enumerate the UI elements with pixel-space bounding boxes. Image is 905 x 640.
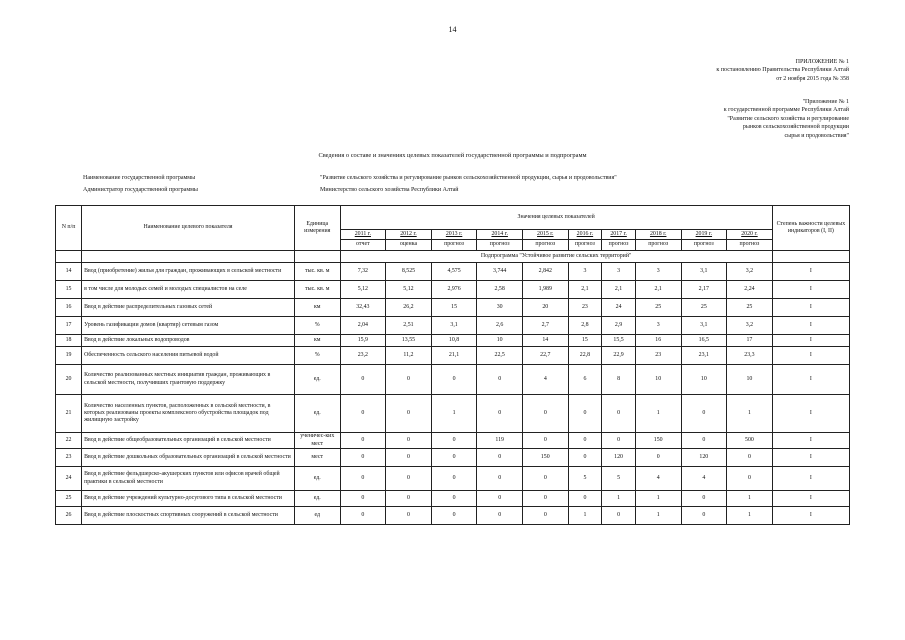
indicator-value: 3 bbox=[635, 317, 681, 335]
table-row bbox=[56, 281, 850, 299]
indicator-value: 500 bbox=[727, 433, 773, 449]
indicator-value: 5,12 bbox=[386, 281, 432, 299]
indicator-importance: I bbox=[772, 347, 849, 365]
indicator-value: 0 bbox=[477, 491, 523, 507]
indicator-unit: мест bbox=[294, 449, 340, 467]
indicator-value: 10,8 bbox=[431, 335, 477, 347]
indicator-value: 5,12 bbox=[340, 281, 386, 299]
indicator-value: 2,17 bbox=[681, 281, 727, 299]
indicator-value: 0 bbox=[386, 491, 432, 507]
indicator-value: 2,6 bbox=[477, 317, 523, 335]
indicator-value: 2,58 bbox=[477, 281, 523, 299]
program-appendix-line: к государственной программе Республики Алтай bbox=[723, 107, 849, 114]
indicator-value: 0 bbox=[431, 467, 477, 491]
indicator-value: 3,744 bbox=[477, 263, 523, 281]
indicator-value: 0 bbox=[522, 395, 568, 433]
indicator-importance: I bbox=[772, 449, 849, 467]
value-kind-header: прогноз bbox=[568, 240, 602, 251]
value-kind-header: прогноз bbox=[635, 240, 681, 251]
indicator-value: 0 bbox=[477, 395, 523, 433]
indicator-value: 0 bbox=[727, 467, 773, 491]
indicator-value: 0 bbox=[431, 365, 477, 395]
appendix-decree: к постановлению Правительства Республики Алтай bbox=[716, 67, 849, 74]
indicator-value: 0 bbox=[602, 395, 636, 433]
indicator-value: 2,976 bbox=[431, 281, 477, 299]
indicator-name: Ввод в действие учреждений культурно-досугового типа в сельской местности bbox=[82, 491, 295, 507]
year-header: 2013 г. bbox=[431, 230, 477, 240]
indicator-name: Количество населенных пунктов, расположенных в сельской местности, в которых реализованы проекты комплексного обустройства площадок под жилищную застройку bbox=[82, 395, 295, 433]
year-header: 2018 г. bbox=[635, 230, 681, 240]
col-header-unit: Единица измерения bbox=[294, 206, 340, 251]
indicator-value: 23,2 bbox=[340, 347, 386, 365]
indicator-value: 120 bbox=[681, 449, 727, 467]
indicator-value: 0 bbox=[681, 507, 727, 525]
subprogram-title: Подпрограмма "Устойчивое развитие сельских территорий" bbox=[340, 251, 772, 263]
indicator-value: 0 bbox=[522, 433, 568, 449]
indicator-value: 2,1 bbox=[635, 281, 681, 299]
indicator-value: 1 bbox=[727, 507, 773, 525]
indicator-value: 10 bbox=[635, 365, 681, 395]
indicator-value: 0 bbox=[568, 449, 602, 467]
program-appendix-stamp bbox=[724, 98, 849, 140]
indicator-importance: I bbox=[772, 299, 849, 317]
indicator-value: 14 bbox=[522, 335, 568, 347]
table-row bbox=[56, 449, 850, 467]
value-kind-header: оценка bbox=[386, 240, 432, 251]
indicator-unit: ученичес-ких мест bbox=[294, 433, 340, 449]
year-header: 2019 г. bbox=[681, 230, 727, 240]
indicator-importance: I bbox=[772, 317, 849, 335]
admin-value: Министерство сельского хозяйства Республики Алтай bbox=[320, 187, 459, 193]
indicator-value: 0 bbox=[431, 433, 477, 449]
table-row bbox=[56, 491, 850, 507]
indicator-value: 0 bbox=[431, 449, 477, 467]
document-heading: Сведения о составе и значениях целевых показателей государственной программы и подпрограмм bbox=[318, 152, 587, 159]
subprogram-spacer bbox=[56, 251, 82, 263]
row-number: 15 bbox=[56, 281, 82, 299]
indicator-importance: I bbox=[772, 365, 849, 395]
indicator-unit: ед. bbox=[294, 467, 340, 491]
table-row bbox=[56, 433, 850, 449]
year-header: 2014 г. bbox=[477, 230, 523, 240]
subprogram-spacer bbox=[772, 251, 849, 263]
indicator-value: 15 bbox=[568, 335, 602, 347]
indicator-value: 1 bbox=[635, 395, 681, 433]
row-number: 23 bbox=[56, 449, 82, 467]
indicator-value: 2,8 bbox=[568, 317, 602, 335]
indicator-value: 0 bbox=[431, 507, 477, 525]
year-header: 2015 г. bbox=[522, 230, 568, 240]
indicator-unit: ед bbox=[294, 507, 340, 525]
indicator-value: 0 bbox=[386, 467, 432, 491]
indicator-unit: км bbox=[294, 335, 340, 347]
indicator-name: Ввод в действие локальных водопроводов bbox=[82, 335, 295, 347]
indicator-value: 4 bbox=[522, 365, 568, 395]
indicator-value: 150 bbox=[522, 449, 568, 467]
indicator-value: 32,43 bbox=[340, 299, 386, 317]
indicator-value: 0 bbox=[477, 449, 523, 467]
indicator-importance: I bbox=[772, 491, 849, 507]
indicator-name: Ввод в действие фельдшерско-акушерских пунктов или офисов врачей общей практики в сельской местности bbox=[82, 467, 295, 491]
indicator-value: 0 bbox=[681, 491, 727, 507]
program-appendix-line: "Развитие сельского хозяйства и регулирование bbox=[727, 115, 849, 122]
col-header-number: N п/п bbox=[56, 206, 82, 251]
year-header: 2020 г. bbox=[727, 230, 773, 240]
indicator-value: 0 bbox=[635, 449, 681, 467]
indicator-value: 0 bbox=[340, 395, 386, 433]
indicator-value: 0 bbox=[386, 433, 432, 449]
value-kind-header: прогноз bbox=[727, 240, 773, 251]
row-number: 16 bbox=[56, 299, 82, 317]
indicator-name: Количество реализованных местных инициатив граждан, проживающих в сельской местности, получивших грантовую поддержку bbox=[82, 365, 295, 395]
indicator-value: 22,7 bbox=[522, 347, 568, 365]
indicator-name: Ввод в действие общеобразовательных организаций в сельской местности bbox=[82, 433, 295, 449]
indicators-table bbox=[55, 205, 850, 525]
indicator-value: 16 bbox=[635, 335, 681, 347]
indicator-value: 25 bbox=[635, 299, 681, 317]
indicator-value: 0 bbox=[386, 395, 432, 433]
indicator-value: 10 bbox=[681, 365, 727, 395]
indicator-value: 0 bbox=[522, 467, 568, 491]
indicator-value: 11,2 bbox=[386, 347, 432, 365]
indicator-unit: ед. bbox=[294, 365, 340, 395]
indicator-value: 3 bbox=[568, 263, 602, 281]
indicator-value: 2,1 bbox=[568, 281, 602, 299]
appendix-title: ПРИЛОЖЕНИЕ № 1 bbox=[795, 59, 849, 65]
indicator-importance: I bbox=[772, 335, 849, 347]
indicator-name: Ввод в действие плоскостных спортивных сооружений в сельской местности bbox=[82, 507, 295, 525]
program-appendix-title: "Приложение № 1 bbox=[802, 99, 849, 105]
table-row bbox=[56, 467, 850, 491]
indicator-value: 0 bbox=[681, 395, 727, 433]
indicator-value: 3,1 bbox=[681, 317, 727, 335]
indicator-value: 1 bbox=[727, 491, 773, 507]
indicator-value: 0 bbox=[340, 507, 386, 525]
row-number: 25 bbox=[56, 491, 82, 507]
indicator-value: 0 bbox=[386, 449, 432, 467]
indicator-value: 13,55 bbox=[386, 335, 432, 347]
indicator-unit: % bbox=[294, 347, 340, 365]
subprogram-spacer bbox=[294, 251, 340, 263]
indicator-value: 1 bbox=[568, 507, 602, 525]
indicator-unit: ед. bbox=[294, 491, 340, 507]
col-header-name: Наименование целевого показателя bbox=[82, 206, 295, 251]
row-number: 14 bbox=[56, 263, 82, 281]
indicator-value: 30 bbox=[477, 299, 523, 317]
table-row bbox=[56, 365, 850, 395]
indicator-value: 15,5 bbox=[602, 335, 636, 347]
row-number: 22 bbox=[56, 433, 82, 449]
indicator-importance: I bbox=[772, 467, 849, 491]
indicator-value: 0 bbox=[477, 467, 523, 491]
indicator-value: 5 bbox=[602, 467, 636, 491]
row-number: 24 bbox=[56, 467, 82, 491]
indicator-value: 0 bbox=[727, 449, 773, 467]
indicator-value: 20 bbox=[522, 299, 568, 317]
indicator-value: 2,04 bbox=[340, 317, 386, 335]
indicator-value: 1 bbox=[431, 395, 477, 433]
indicator-value: 22,5 bbox=[477, 347, 523, 365]
row-number: 21 bbox=[56, 395, 82, 433]
indicator-value: 3,1 bbox=[431, 317, 477, 335]
indicator-value: 3,2 bbox=[727, 317, 773, 335]
indicator-value: 17 bbox=[727, 335, 773, 347]
indicator-value: 3,2 bbox=[727, 263, 773, 281]
table-row bbox=[56, 507, 850, 525]
indicator-value: 22,8 bbox=[568, 347, 602, 365]
indicator-importance: I bbox=[772, 433, 849, 449]
program-appendix-line: сырья и продовольствия" bbox=[784, 132, 849, 139]
table-row bbox=[56, 263, 850, 281]
indicator-value: 2,7 bbox=[522, 317, 568, 335]
value-kind-header: прогноз bbox=[477, 240, 523, 251]
indicator-value: 25 bbox=[681, 299, 727, 317]
year-header: 2012 г. bbox=[386, 230, 432, 240]
row-number: 26 bbox=[56, 507, 82, 525]
indicator-name: Уровень газификации домов (квартир) сетевым газом bbox=[82, 317, 295, 335]
indicator-importance: I bbox=[772, 281, 849, 299]
indicator-value: 1 bbox=[635, 491, 681, 507]
indicator-value: 2,9 bbox=[602, 317, 636, 335]
value-kind-header: отчет bbox=[340, 240, 386, 251]
indicator-value: 24 bbox=[602, 299, 636, 317]
page-number: 14 bbox=[448, 25, 457, 34]
indicator-value: 7,32 bbox=[340, 263, 386, 281]
subprogram-spacer bbox=[82, 251, 295, 263]
indicator-value: 23,1 bbox=[681, 347, 727, 365]
indicator-value: 0 bbox=[386, 507, 432, 525]
admin-label: Администратор государственной программы bbox=[83, 187, 198, 193]
indicator-value: 0 bbox=[340, 449, 386, 467]
indicator-value: 0 bbox=[602, 433, 636, 449]
indicator-name: в том числе для молодых семей и молодых специалистов на селе bbox=[82, 281, 295, 299]
indicator-value: 22,9 bbox=[602, 347, 636, 365]
indicator-value: 10 bbox=[727, 365, 773, 395]
indicator-value: 0 bbox=[431, 491, 477, 507]
indicator-value: 3 bbox=[602, 263, 636, 281]
program-appendix-line: рынков сельскохозяйственной продукции bbox=[742, 124, 849, 131]
indicator-value: 0 bbox=[522, 507, 568, 525]
indicator-value: 1 bbox=[727, 395, 773, 433]
indicator-value: 16,5 bbox=[681, 335, 727, 347]
program-value: "Развитие сельского хозяйства и регулирование рынков сельскохозяйственной продукции, сырья и продовольствия" bbox=[320, 175, 617, 181]
indicator-value: 0 bbox=[477, 507, 523, 525]
table-row bbox=[56, 317, 850, 335]
indicator-value: 0 bbox=[340, 433, 386, 449]
indicator-value: 0 bbox=[386, 365, 432, 395]
indicator-value: 4 bbox=[635, 467, 681, 491]
indicator-name: Ввод в действие распределительных газовых сетей bbox=[82, 299, 295, 317]
program-label: Наименование государственной программы bbox=[83, 175, 196, 181]
indicator-value: 3 bbox=[635, 263, 681, 281]
indicator-value: 0 bbox=[522, 491, 568, 507]
table-row bbox=[56, 335, 850, 347]
year-header: 2011 г. bbox=[340, 230, 386, 240]
indicator-value: 6 bbox=[568, 365, 602, 395]
indicator-value: 0 bbox=[340, 365, 386, 395]
table-row bbox=[56, 299, 850, 317]
indicator-value: 23 bbox=[635, 347, 681, 365]
indicator-value: 8,525 bbox=[386, 263, 432, 281]
indicator-importance: I bbox=[772, 507, 849, 525]
indicator-name: Обеспеченность сельского населения питьевой водой bbox=[82, 347, 295, 365]
col-header-importance: Степень важности целевых индикаторов (I, II) bbox=[772, 206, 849, 251]
indicator-unit: км bbox=[294, 299, 340, 317]
indicator-unit: тыс. кв. м bbox=[294, 281, 340, 299]
year-header: 2016 г. bbox=[568, 230, 602, 240]
value-kind-header: прогноз bbox=[602, 240, 636, 251]
indicator-value: 5 bbox=[568, 467, 602, 491]
indicator-value: 23,3 bbox=[727, 347, 773, 365]
indicator-value: 2,1 bbox=[602, 281, 636, 299]
indicator-value: 2,842 bbox=[522, 263, 568, 281]
value-kind-header: прогноз bbox=[522, 240, 568, 251]
indicator-importance: I bbox=[772, 395, 849, 433]
year-header: 2017 г. bbox=[602, 230, 636, 240]
indicator-importance: I bbox=[772, 263, 849, 281]
value-kind-header: прогноз bbox=[431, 240, 477, 251]
value-kind-header: прогноз bbox=[681, 240, 727, 251]
table-row bbox=[56, 347, 850, 365]
row-number: 20 bbox=[56, 365, 82, 395]
indicator-name: Ввод (приобретение) жилья для граждан, проживающих в сельской местности bbox=[82, 263, 295, 281]
indicator-value: 0 bbox=[340, 467, 386, 491]
row-number: 17 bbox=[56, 317, 82, 335]
indicator-value: 0 bbox=[477, 365, 523, 395]
table-row bbox=[56, 395, 850, 433]
indicator-value: 0 bbox=[568, 433, 602, 449]
appendix-stamp bbox=[716, 58, 849, 83]
indicator-value: 26,2 bbox=[386, 299, 432, 317]
indicator-value: 119 bbox=[477, 433, 523, 449]
row-number: 19 bbox=[56, 347, 82, 365]
indicator-value: 0 bbox=[602, 507, 636, 525]
indicator-name: Ввод в действие дошкольных образовательных организаций в сельской местности bbox=[82, 449, 295, 467]
indicator-value: 0 bbox=[681, 433, 727, 449]
indicator-value: 3,1 bbox=[681, 263, 727, 281]
indicator-value: 21,1 bbox=[431, 347, 477, 365]
indicator-value: 8 bbox=[602, 365, 636, 395]
indicator-value: 0 bbox=[568, 395, 602, 433]
indicator-value: 2,51 bbox=[386, 317, 432, 335]
indicator-value: 23 bbox=[568, 299, 602, 317]
indicator-value: 120 bbox=[602, 449, 636, 467]
indicator-unit: тыс. кв. м bbox=[294, 263, 340, 281]
indicator-unit: % bbox=[294, 317, 340, 335]
indicator-value: 1,989 bbox=[522, 281, 568, 299]
indicator-value: 0 bbox=[340, 491, 386, 507]
col-header-values: Значения целевых показателей bbox=[340, 206, 772, 230]
indicator-value: 25 bbox=[727, 299, 773, 317]
indicator-value: 4,575 bbox=[431, 263, 477, 281]
row-number: 18 bbox=[56, 335, 82, 347]
indicator-value: 0 bbox=[568, 491, 602, 507]
indicator-value: 150 bbox=[635, 433, 681, 449]
indicator-value: 2,24 bbox=[727, 281, 773, 299]
indicator-value: 1 bbox=[635, 507, 681, 525]
indicator-value: 4 bbox=[681, 467, 727, 491]
appendix-date: от 2 ноября 2015 года № 358 bbox=[776, 75, 849, 82]
indicator-value: 10 bbox=[477, 335, 523, 347]
indicator-value: 1 bbox=[602, 491, 636, 507]
indicator-unit: ед. bbox=[294, 395, 340, 433]
indicator-value: 15 bbox=[431, 299, 477, 317]
indicator-value: 15,9 bbox=[340, 335, 386, 347]
